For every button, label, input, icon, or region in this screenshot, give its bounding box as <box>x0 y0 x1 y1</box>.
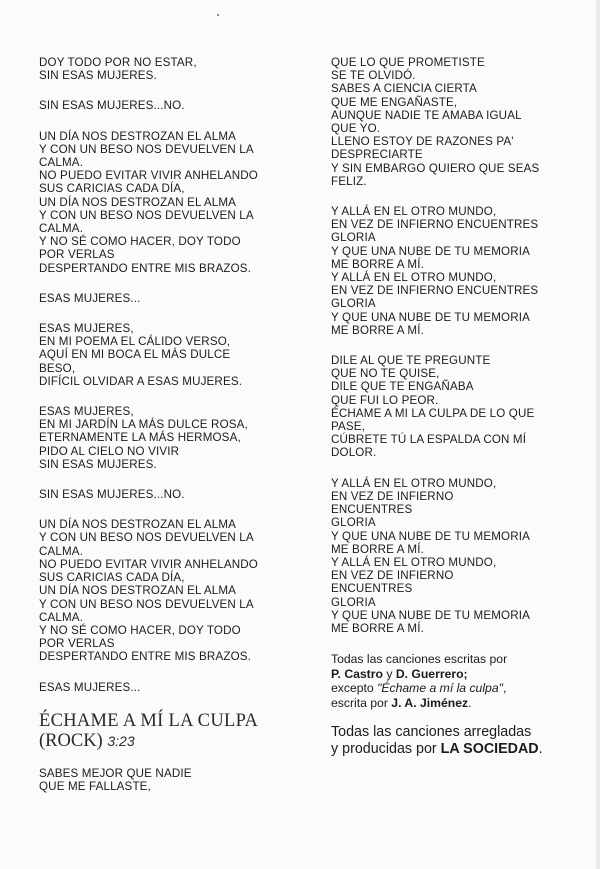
lyric-line: ESAS MUJERES, <box>39 405 134 419</box>
lyric-line: EN MI JARDÍN LA MÁS DULCE ROSA, <box>39 418 248 432</box>
author-a: P. Castro <box>331 666 383 681</box>
lyric-line: ESAS MUJERES... <box>39 680 141 694</box>
song-title: ÉCHAME A MÍ LA CULPA <box>39 710 259 731</box>
credits-authors <box>331 667 571 682</box>
lyric-line: ÉCHAME A MI LA CULPA DE LO QUE <box>331 406 535 420</box>
lyric-line: BESO, <box>39 361 76 375</box>
lyric-line: QUE NO TE QUISE, <box>331 367 440 381</box>
lyric-line: UN DÍA NOS DESTROZAN EL ALMA <box>39 584 237 598</box>
lyric-line: SIN ESAS MUJERES...NO. <box>39 99 185 113</box>
lyric-line: Y SIN EMBARGO QUIERO QUE SEAS <box>331 161 540 175</box>
lyric-line: DOLOR. <box>331 446 377 460</box>
lyric-line: SIN ESAS MUJERES. <box>39 457 157 471</box>
lyric-line: SE TE OLVIDÓ. <box>331 69 416 83</box>
lyric-line: EN VEZ DE INFIERNO <box>331 489 454 503</box>
credits-except <box>331 681 571 696</box>
lyric-line: QUE ME ENGAÑASTE, <box>331 95 458 109</box>
lyric-line: FELIZ. <box>331 174 367 188</box>
print-mark <box>217 14 219 16</box>
lyric-line: CALMA. <box>39 156 84 170</box>
lyric-line: GLORIA <box>331 516 376 530</box>
lyric-line: ME BORRE A MÍ. <box>331 542 424 556</box>
arrangement-end: . <box>538 740 543 757</box>
written-by-name: J. A. Jiménez <box>391 695 469 710</box>
lyric-line: CALMA. <box>39 610 84 624</box>
lyric-line: UN DÍA NOS DESTROZAN EL ALMA <box>39 129 237 143</box>
song-subtitle <box>39 731 301 751</box>
stanza <box>39 56 301 82</box>
lyric-line: QUE YO. <box>331 122 381 136</box>
lyric-line: ESAS MUJERES... <box>39 291 141 305</box>
lyric-line: Y NO SÉ COMO HACER, DOY TODO <box>39 623 241 637</box>
song-genre: (ROCK) <box>39 730 103 751</box>
stanza <box>331 56 571 188</box>
author-and: y <box>382 666 396 681</box>
stanza <box>331 205 571 337</box>
credits-line-1: Todas las canciones escritas por <box>331 652 508 667</box>
lyric-line: Y QUE UNA NUBE DE TU MEMORIA <box>331 608 530 622</box>
except-song: "Échame a mí la culpa" <box>377 681 503 696</box>
lyric-line: SABES MEJOR QUE NADIE <box>39 766 192 780</box>
lyric-line: DILE QUE TE ENGAÑABA <box>331 380 474 394</box>
lyric-line: Y CON UN BESO NOS DEVUELVEN LA <box>39 597 254 611</box>
lyric-line: CALMA. <box>39 222 84 236</box>
producer-name: LA SOCIEDAD <box>440 740 539 757</box>
lyric-line: QUE LO QUE PROMETISTE <box>331 56 485 69</box>
lyric-line: QUE ME FALLASTE, <box>39 779 151 793</box>
lyric-line: ME BORRE A MÍ. <box>331 257 424 271</box>
written-by-prefix: escrita por <box>331 695 392 710</box>
lyric-line: ME BORRE A MÍ. <box>331 323 424 337</box>
left-column <box>39 56 301 810</box>
lyric-line: SUS CARICIAS CADA DÍA, <box>39 571 185 585</box>
lyric-line: Y QUE UNA NUBE DE TU MEMORIA <box>331 244 530 258</box>
lyric-line: NO PUEDO EVITAR VIVIR ANHELANDO <box>39 557 258 571</box>
stanza <box>39 322 301 388</box>
lyric-line: SIN ESAS MUJERES...NO. <box>39 488 185 502</box>
lyric-line: Y CON UN BESO NOS DEVUELVEN LA <box>39 142 254 156</box>
right-stanzas <box>331 56 571 635</box>
credits <box>331 652 571 710</box>
left-stanzas <box>39 56 301 694</box>
lyric-line: Y CON UN BESO NOS DEVUELVEN LA <box>39 208 254 222</box>
lyric-line: EN VEZ DE INFIERNO <box>331 569 454 583</box>
stanza <box>39 518 301 663</box>
except-prefix: excepto <box>331 681 378 696</box>
page-edge <box>596 0 600 869</box>
lyric-line: DILE AL QUE TE PREGUNTE <box>331 354 491 368</box>
lyric-line: DESPERTANDO ENTRE MIS BRAZOS. <box>39 261 251 275</box>
lyric-line: UN DÍA NOS DESTROZAN EL ALMA <box>39 195 237 209</box>
lyric-line: DESPRECIARTE <box>331 148 423 162</box>
lyric-line: EN MI POEMA EL CÁLIDO VERSO, <box>39 335 231 349</box>
stanza <box>39 130 301 275</box>
arrangement-prefix: y producidas por <box>331 740 441 757</box>
stanza <box>331 477 571 635</box>
lyric-line: Y ALLÁ EN EL OTRO MUNDO, <box>331 476 497 490</box>
stanza <box>39 405 301 471</box>
song-duration: 3:23 <box>107 732 135 749</box>
lyric-line: Y QUE UNA NUBE DE TU MEMORIA <box>331 529 530 543</box>
arrangement-line-2 <box>331 741 571 758</box>
lyric-line: ENCUENTRES <box>331 503 413 517</box>
author-end: ; <box>463 666 468 681</box>
lyric-line: ETERNAMENTE LA MÁS HERMOSA, <box>39 431 241 445</box>
lyric-line: PASE, <box>331 420 366 434</box>
stanza <box>39 681 301 694</box>
lyric-line: Y QUE UNA NUBE DE TU MEMORIA <box>331 310 530 324</box>
lyric-line: Y CON UN BESO NOS DEVUELVEN LA <box>39 531 254 545</box>
lyric-line: Y ALLÁ EN EL OTRO MUNDO, <box>331 271 497 285</box>
stanza <box>39 488 301 501</box>
right-column <box>331 56 571 757</box>
lyric-line: ENCUENTRES <box>331 582 413 596</box>
lyric-line: SABES A CIENCIA CIERTA <box>331 82 477 96</box>
lyric-line: DIFÍCIL OLVIDAR A ESAS MUJERES. <box>39 374 243 388</box>
lyric-line: POR VERLAS <box>39 248 115 262</box>
lyric-line: PIDO AL CIELO NO VIVIR <box>39 444 180 458</box>
lyric-line: POR VERLAS <box>39 637 115 651</box>
lyric-line: AQUÍ EN MI BOCA EL MÁS DULCE <box>39 348 231 362</box>
arrangement-line-1: Todas las canciones arregladas <box>331 724 532 741</box>
lyric-line: NO PUEDO EVITAR VIVIR ANHELANDO <box>39 169 258 183</box>
lyric-line: AUNQUE NADIE TE AMABA IGUAL <box>331 108 522 122</box>
lyric-line: UN DÍA NOS DESTROZAN EL ALMA <box>39 518 237 532</box>
lyric-line: GLORIA <box>331 231 376 245</box>
lyric-line: EN VEZ DE INFIERNO ENCUENTRES <box>331 218 539 232</box>
lyric-line: GLORIA <box>331 595 376 609</box>
lyric-line: Y NO SÉ COMO HACER, DOY TODO <box>39 235 241 249</box>
lyric-line: ESAS MUJERES, <box>39 322 134 336</box>
lyric-line: DOY TODO POR NO ESTAR, <box>39 56 197 69</box>
written-by-end: . <box>468 695 472 710</box>
lyric-line: Y ALLÁ EN EL OTRO MUNDO, <box>331 205 497 219</box>
credits-written-by <box>331 696 571 711</box>
stanza <box>39 292 301 305</box>
lyric-line: CÚBRETE TÚ LA ESPALDA CON MÍ <box>331 433 527 447</box>
arrangement-credits <box>331 724 571 757</box>
lyric-line: ME BORRE A MÍ. <box>331 621 424 635</box>
author-b: D. Guerrero <box>395 666 464 681</box>
except-suffix: , <box>502 681 507 696</box>
stanza <box>39 99 301 112</box>
lyric-line: DESPERTANDO ENTRE MIS BRAZOS. <box>39 650 251 664</box>
lyric-line: SUS CARICIAS CADA DÍA, <box>39 182 185 196</box>
lyric-line: CALMA. <box>39 544 84 558</box>
lyric-line: SIN ESAS MUJERES. <box>39 69 157 83</box>
lyric-line: GLORIA <box>331 297 376 311</box>
lyric-line: Y ALLÁ EN EL OTRO MUNDO, <box>331 555 497 569</box>
stanza <box>331 354 571 460</box>
lyric-line: EN VEZ DE INFIERNO ENCUENTRES <box>331 284 539 298</box>
lyric-line: QUE FUI LO PEOR. <box>331 393 439 407</box>
lyric-line: LLENO ESTOY DE RAZONES PA' <box>331 135 514 149</box>
new-song-stanza <box>39 767 301 793</box>
